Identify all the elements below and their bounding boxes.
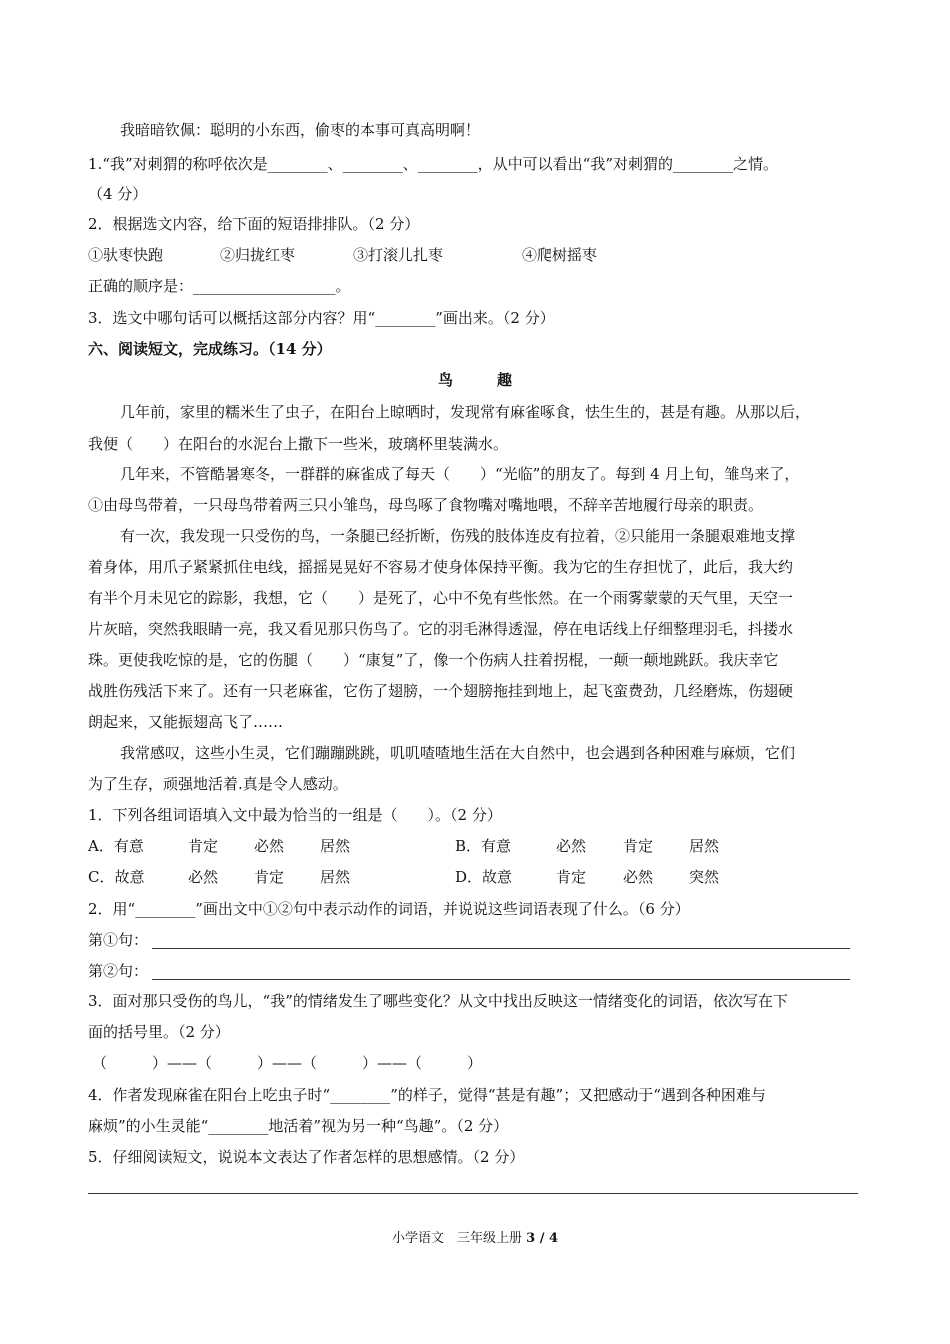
answer-line-1[interactable] [152, 948, 850, 949]
passage-closing-line: 我暗暗钦佩：聪明的小东西，偷枣的本事可真高明啊！ [120, 121, 481, 139]
s6-question-2-text: 2．用“________”画出文中①②句中表示动作的词语，并说说这些词语表现了什么。（6 分） [88, 900, 690, 918]
question-3-text: 3．选文中哪句话可以概括这部分内容？用“________”画出来。（2 分） [88, 309, 555, 327]
footer-label: 小学语文 三年级上册 [391, 1231, 522, 1246]
paragraph-3-line-1: 有一次，我发现一只受伤的鸟，一条腿已经折断，伤残的肢体连皮有拉着，②只能用一条腿艰难地支撑 [120, 527, 796, 545]
paragraph-4-line-2: 为了生存，顽强地活着.真是令人感动。 [88, 775, 348, 793]
answer-line-2-label: 第②句： [88, 962, 149, 980]
passage-title [0, 370, 950, 390]
paragraph-3-line-7: 朗起来，又能振翅高飞了…… [88, 713, 284, 731]
paragraph-3-line-4: 片灰暗，突然我眼睛一亮，我又看见那只伤鸟了。它的羽毛淋得透湿，停在电话线上仔细整理羽毛，抖搂水 [88, 620, 794, 638]
s6-question-4-line-1: 4．作者发现麻雀在阳台上吃虫子时“________”的样子，觉得“甚是有趣”；又把感动于“遇到各种困难与 [88, 1086, 766, 1104]
option-a-word-4: 居然 [320, 837, 351, 855]
answer-line-1-label: 第①句： [88, 931, 149, 949]
option-a-word-2: 肯定 [188, 837, 219, 855]
question-1-score: （4 分） [88, 185, 148, 203]
answer-line-5[interactable] [88, 1193, 858, 1194]
paragraph-4-line-1: 我常感叹，这些小生灵，它们蹦蹦跳跳，叽叽喳喳地生活在大自然中，也会遇到各种困难与麻烦，它们 [120, 744, 796, 762]
option-c-word-2: 必然 [188, 868, 219, 886]
option-b-word-1: B．有意 [455, 837, 512, 855]
answer-line-2[interactable] [152, 979, 850, 980]
s6-question-5-text: 5．仔细阅读短文，说说本文表达了作者怎样的思想感情。（2 分） [88, 1148, 525, 1166]
option-c-word-4: 居然 [320, 868, 351, 886]
paragraph-3-line-6: 战胜伤残活下来了。还有一只老麻雀，它伤了翅膀，一个翅膀拖挂到地上，起飞蛮费劲，几经磨炼，伤翅硬 [88, 682, 794, 700]
paragraph-2-line-1: 几年来，不管酷暑寒冬，一群群的麻雀成了每天（ ）“光临”的朋友了。每到 4 月上旬，雏鸟来了， [120, 465, 800, 483]
s6-question-1-text: 1．下列各组词语填入文中最为恰当的一组是（ ）。（2 分） [88, 806, 502, 824]
passage-title-char-1: 鸟 [437, 371, 453, 389]
option-b-word-2: 必然 [556, 837, 587, 855]
paragraph-3-line-2: 着身体，用爪子紧紧抓住电线，摇摇晃晃好不容易才使身体保持平衡。我为它的生存担忧了，此后，我大约 [88, 558, 794, 576]
option-c-word-1: C．故意 [88, 868, 145, 886]
passage-title-char-2: 趣 [497, 371, 513, 389]
paragraph-2-line-2: ①由母鸟带着，一只母鸟带着两三只小雏鸟，母鸟啄了食物嘴对嘴地喂，不辞辛苦地履行母亲的职责。 [88, 496, 764, 514]
option-b-word-4: 居然 [689, 837, 720, 855]
phrase-option-2: ②归拢红枣 [220, 246, 296, 264]
s6-question-4-line-2: 麻烦”的小生灵能“________地活着”视为另一种“鸟趣”。（2 分） [88, 1117, 509, 1135]
option-d-word-1: D．故意 [455, 868, 513, 886]
option-a-word-3: 必然 [254, 837, 285, 855]
question-1-text: 1.“我”对刺猬的称呼依次是________、________、________，从中可以看出“我”对刺猬的________之情。 [88, 155, 778, 173]
paragraph-1-line-1: 几年前，家里的糯米生了虫子，在阳台上晾晒时，发现常有麻雀啄食，怯生生的，甚是有趣。从那以后， [120, 403, 811, 421]
option-d-word-3: 必然 [623, 868, 654, 886]
paragraph-1-line-2: 我便（ ）在阳台的水泥台上撒下一些米，玻璃杯里装满水。 [88, 435, 509, 453]
option-d-word-4: 突然 [689, 868, 720, 886]
page-number: 3 / 4 [526, 1231, 559, 1246]
s6-question-3-line-1: 3．面对那只受伤的鸟儿，“我”的情绪发生了哪些变化？从文中找出反映这一情绪变化的词语，依次写在下 [88, 992, 788, 1010]
option-c-word-3: 肯定 [254, 868, 285, 886]
page-footer [0, 1230, 950, 1248]
option-a-word-1: A．有意 [88, 837, 144, 855]
option-b-word-3: 肯定 [623, 837, 654, 855]
question-2-text: 2．根据选文内容，给下面的短语排排队。（2 分） [88, 215, 420, 233]
phrase-option-1: ①驮枣快跑 [88, 246, 164, 264]
emotion-blanks: （ ）——（ ）——（ ）——（ ） [92, 1054, 483, 1072]
paragraph-3-line-3: 有半个月未见它的踪影，我想，它（ ）是死了，心中不免有些怅然。在一个雨雾蒙蒙的天气里，天空一 [88, 589, 794, 607]
phrase-option-3: ③打滚儿扎枣 [353, 246, 444, 264]
paragraph-3-line-5: 珠。更使我吃惊的是，它的伤腿（ ）“康复”了，像一个伤病人拄着拐棍，一颠一颠地跳跃。我庆幸它 [88, 651, 779, 669]
phrase-option-4: ④爬树摇枣 [522, 246, 598, 264]
question-2-answer-line: 正确的顺序是：___________________。 [88, 277, 351, 295]
section-6-heading: 六、阅读短文，完成练习。（14 分） [88, 340, 332, 358]
s6-question-3-line-2: 面的括号里。（2 分） [88, 1023, 230, 1041]
option-d-word-2: 肯定 [556, 868, 587, 886]
